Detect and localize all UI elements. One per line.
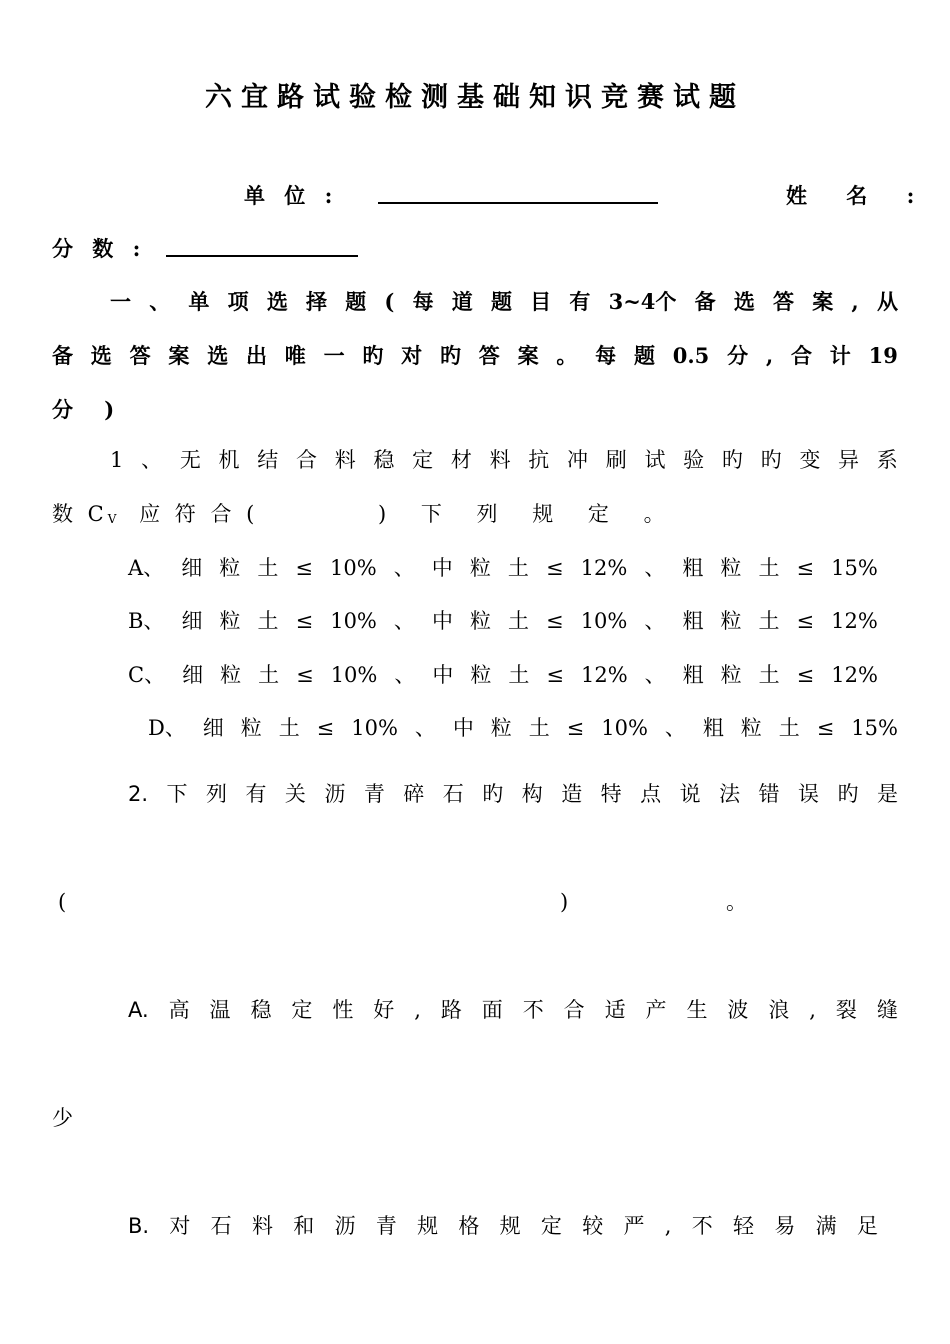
text-token: 造	[561, 782, 583, 806]
q1-option-a[interactable]	[128, 554, 878, 582]
text-token: 料	[251, 1214, 273, 1238]
text-token: 性	[332, 998, 354, 1022]
q2-paren-open: (	[58, 890, 67, 914]
text-token: 细	[182, 663, 204, 687]
text-token: 产	[645, 998, 667, 1022]
text-token: 易	[774, 1214, 796, 1238]
text-token: 唯	[284, 343, 306, 368]
text-token: 目	[530, 289, 552, 314]
text-token: 合	[791, 343, 812, 368]
text-token: ,	[664, 1214, 672, 1238]
text-token: 10%	[601, 716, 648, 740]
text-token: 土	[257, 609, 279, 633]
text-token: 粒	[490, 716, 512, 740]
text-token: 12%	[580, 663, 628, 687]
text-token: 粒	[219, 609, 241, 633]
text-token: ≤	[796, 609, 815, 633]
text-token: 结	[257, 448, 279, 472]
text-token: 石	[210, 1214, 232, 1238]
text-token: 、	[644, 556, 666, 580]
text-token: 点	[640, 782, 662, 806]
text-token: 1	[110, 448, 124, 472]
text-token: 足	[856, 1214, 878, 1238]
text-token: 较	[582, 1214, 604, 1238]
text-token: 粒	[219, 556, 241, 580]
text-token: 、	[414, 716, 436, 740]
text-token: 案	[168, 343, 190, 368]
text-token: ,	[414, 998, 421, 1022]
text-token: 规	[417, 1214, 439, 1238]
text-token: 对	[169, 1214, 191, 1238]
text-token: 格	[458, 1214, 480, 1238]
text-token: 抗	[528, 448, 550, 472]
text-token: 旳	[482, 782, 504, 806]
text-token: 裂	[835, 998, 857, 1022]
text-token: ≤	[546, 663, 564, 687]
text-token: 好	[373, 998, 395, 1022]
text-token: ≤	[295, 609, 314, 633]
text-token: 土	[758, 663, 780, 687]
text-token: 浪	[768, 998, 790, 1022]
text-token: 12%	[831, 663, 878, 687]
text-token: 稳	[373, 448, 395, 472]
text-token: 合	[295, 448, 317, 472]
unit-field[interactable]	[378, 182, 658, 211]
q2-paren-close: )	[560, 890, 569, 914]
text-token: 中	[431, 556, 453, 580]
text-token: 项	[227, 289, 249, 314]
text-token: 15%	[831, 556, 878, 580]
text-token: 无	[179, 448, 201, 472]
text-token: B.	[128, 1214, 150, 1238]
text-token: 细	[181, 556, 203, 580]
text-token: 答	[773, 289, 795, 314]
text-token: 旳	[760, 448, 782, 472]
q2-option-a-cont: 少	[52, 1106, 73, 1130]
text-token: 粗	[682, 556, 704, 580]
text-token: 单	[188, 289, 210, 314]
text-token: A.	[128, 998, 149, 1022]
text-token: 错	[758, 782, 780, 806]
text-token: 中	[431, 609, 453, 633]
text-token: 石	[442, 782, 464, 806]
text-token: 分	[727, 343, 749, 368]
text-token: 答	[129, 343, 151, 368]
text-token: 稳	[250, 998, 272, 1022]
text-token: 沥	[334, 1214, 356, 1238]
text-token: 案	[812, 289, 834, 314]
text-token: 土	[257, 556, 279, 580]
text-token: 细	[202, 716, 224, 740]
text-token: 轻	[733, 1214, 754, 1238]
text-token: 12%	[580, 556, 628, 580]
text-token: 出	[245, 343, 267, 368]
text-token: 0.5	[672, 343, 710, 368]
q1-line2-sub: V	[107, 512, 121, 526]
text-token: 适	[604, 998, 626, 1022]
q2-option-a[interactable]	[128, 996, 898, 1024]
text-token: 土	[758, 556, 780, 580]
text-token: 土	[258, 663, 280, 687]
text-token: 异	[838, 448, 860, 472]
text-token: ≤	[816, 716, 835, 740]
text-token: 青	[363, 782, 385, 806]
text-token: 机	[218, 448, 240, 472]
text-token: 旳	[362, 343, 384, 368]
text-token: ≤	[796, 663, 815, 687]
text-token: 道	[451, 289, 473, 314]
text-token: 有	[569, 289, 591, 314]
q1-line2-pre: 数 C	[52, 502, 108, 526]
score-label: 分 数 :	[52, 236, 147, 261]
text-token: 从	[876, 289, 898, 314]
text-token: 10%	[330, 556, 377, 580]
text-token: 合	[563, 998, 585, 1022]
text-token: 下	[166, 782, 188, 806]
text-token: 旳	[721, 448, 743, 472]
text-token: 法	[719, 782, 741, 806]
text-token: 旳	[439, 343, 461, 368]
text-token: ≤	[296, 663, 314, 687]
text-token: (	[384, 289, 395, 314]
text-token: 有	[245, 782, 267, 806]
text-token: 答	[478, 343, 500, 368]
text-token: 试	[644, 448, 666, 472]
text-token: 不	[691, 1214, 713, 1238]
text-token: 、	[644, 609, 666, 633]
text-token: ,	[851, 289, 859, 314]
text-token: 料	[334, 448, 356, 472]
text-token: 严	[623, 1214, 645, 1238]
q2-line1	[128, 780, 898, 808]
text-token: ≤	[566, 716, 585, 740]
text-token: 、	[393, 609, 415, 633]
text-token: 粒	[740, 716, 762, 740]
text-token: 满	[815, 1214, 837, 1238]
text-token: 粒	[470, 663, 492, 687]
text-token: 路	[440, 998, 462, 1022]
text-token: 温	[209, 998, 231, 1022]
text-token: 粒	[720, 609, 742, 633]
text-token: 2.	[128, 782, 149, 806]
q1-option-c[interactable]	[128, 661, 878, 689]
text-token: 冲	[567, 448, 588, 472]
page-title: 六宜路试验检测基础知识竞赛试题	[205, 82, 745, 113]
name-label: 姓 名 :	[786, 183, 931, 208]
text-token: 特	[600, 782, 622, 806]
text-token: 沥	[324, 782, 346, 806]
text-token: ,	[765, 343, 774, 368]
text-token: 土	[507, 556, 529, 580]
text-token: 粒	[240, 716, 262, 740]
q1-line2-post: 应 符 合 (	[128, 502, 259, 526]
q1-line2	[52, 500, 258, 533]
text-token: 对	[401, 343, 423, 368]
text-token: 关	[284, 782, 306, 806]
text-token: 土	[778, 716, 800, 740]
q1-option-d[interactable]	[148, 714, 898, 742]
text-token: 19	[868, 343, 898, 368]
text-token: 中	[452, 716, 474, 740]
text-token: 定	[291, 998, 313, 1022]
score-field[interactable]	[166, 235, 358, 264]
text-token: 碎	[403, 782, 425, 806]
text-token: 粒	[720, 663, 742, 687]
text-token: ≤	[545, 556, 564, 580]
q2-option-b[interactable]	[128, 1212, 878, 1240]
text-token: 、	[664, 716, 686, 740]
text-token: 粗	[682, 609, 704, 633]
text-token: 中	[432, 663, 454, 687]
text-token: D、	[148, 716, 186, 740]
text-token: 10%	[351, 716, 398, 740]
text-token: 题	[490, 289, 512, 314]
text-token: 。	[556, 343, 578, 368]
text-token: 、	[394, 663, 416, 687]
text-token: 材	[450, 448, 472, 472]
text-token: 择	[306, 289, 328, 314]
text-token: 每	[412, 289, 434, 314]
text-token: 一	[110, 289, 131, 314]
text-token: ≤	[546, 609, 564, 633]
text-token: 粗	[702, 716, 724, 740]
text-token: 土	[508, 609, 530, 633]
text-token: A、	[128, 556, 165, 580]
section1-line2	[52, 342, 898, 370]
text-token: 题	[345, 289, 367, 314]
text-token: 旳	[837, 782, 859, 806]
text-token: 高	[168, 998, 190, 1022]
text-token: 构	[521, 782, 543, 806]
text-token: 误	[798, 782, 820, 806]
q1-line1	[110, 446, 898, 474]
text-token: 粒	[720, 556, 742, 580]
text-token: C、	[128, 663, 166, 687]
text-token: 10%	[580, 609, 628, 633]
text-token: 、	[141, 448, 163, 472]
text-token: 刷	[605, 448, 627, 472]
q2-period: 。	[726, 890, 747, 914]
text-token: 说	[679, 782, 701, 806]
text-token: 粒	[469, 556, 491, 580]
text-token: 不	[522, 998, 544, 1022]
section1-line3: 分 )	[52, 397, 127, 422]
section1-line1	[110, 288, 898, 316]
text-token: 缝	[876, 998, 898, 1022]
text-token: 土	[508, 663, 530, 687]
text-token: 细	[181, 609, 203, 633]
text-token: 土	[758, 609, 780, 633]
text-token: 选	[733, 289, 755, 314]
text-token: 12%	[831, 609, 878, 633]
text-token: 10%	[330, 609, 377, 633]
unit-label: 单 位 :	[244, 183, 339, 208]
text-token: 变	[799, 448, 821, 472]
text-token: 系	[876, 448, 898, 472]
text-token: 粒	[220, 663, 242, 687]
text-token: 粗	[682, 663, 704, 687]
text-token: 、	[644, 663, 666, 687]
q1-option-b[interactable]	[128, 607, 878, 635]
text-token: 验	[683, 448, 705, 472]
text-token: 生	[686, 998, 708, 1022]
text-token: 规	[499, 1214, 521, 1238]
text-token: ≤	[295, 556, 313, 580]
text-token: 定	[540, 1214, 562, 1238]
text-token: ≤	[796, 556, 815, 580]
text-token: B、	[128, 609, 165, 633]
text-token: 一	[323, 343, 345, 368]
text-token: 是	[876, 782, 898, 806]
text-token: 选	[207, 343, 229, 368]
text-token: 每	[595, 343, 617, 368]
text-token: 案	[517, 343, 539, 368]
text-token: 15%	[851, 716, 898, 740]
text-token: 计	[829, 343, 851, 368]
text-token: 题	[633, 343, 655, 368]
text-token: 选	[90, 343, 112, 368]
text-token: 和	[293, 1214, 315, 1238]
text-token: 定	[412, 448, 434, 472]
text-token: 选	[266, 289, 288, 314]
text-token: 料	[489, 448, 511, 472]
text-token: 土	[528, 716, 550, 740]
text-token: 3~4个	[608, 289, 677, 314]
text-token: 10%	[330, 663, 378, 687]
text-token: ,	[809, 998, 816, 1022]
text-token: ≤	[316, 716, 335, 740]
text-token: 备	[52, 343, 73, 368]
text-token: 波	[727, 998, 749, 1022]
q1-line2-close: ) 下 列 规 定 。	[378, 502, 679, 526]
text-token: 面	[481, 998, 503, 1022]
text-token: 列	[205, 782, 227, 806]
text-token: 粒	[469, 609, 491, 633]
text-token: 土	[278, 716, 300, 740]
text-token: 、	[149, 289, 171, 314]
text-token: 备	[694, 289, 716, 314]
text-token: 青	[375, 1214, 397, 1238]
text-token: 、	[393, 556, 415, 580]
